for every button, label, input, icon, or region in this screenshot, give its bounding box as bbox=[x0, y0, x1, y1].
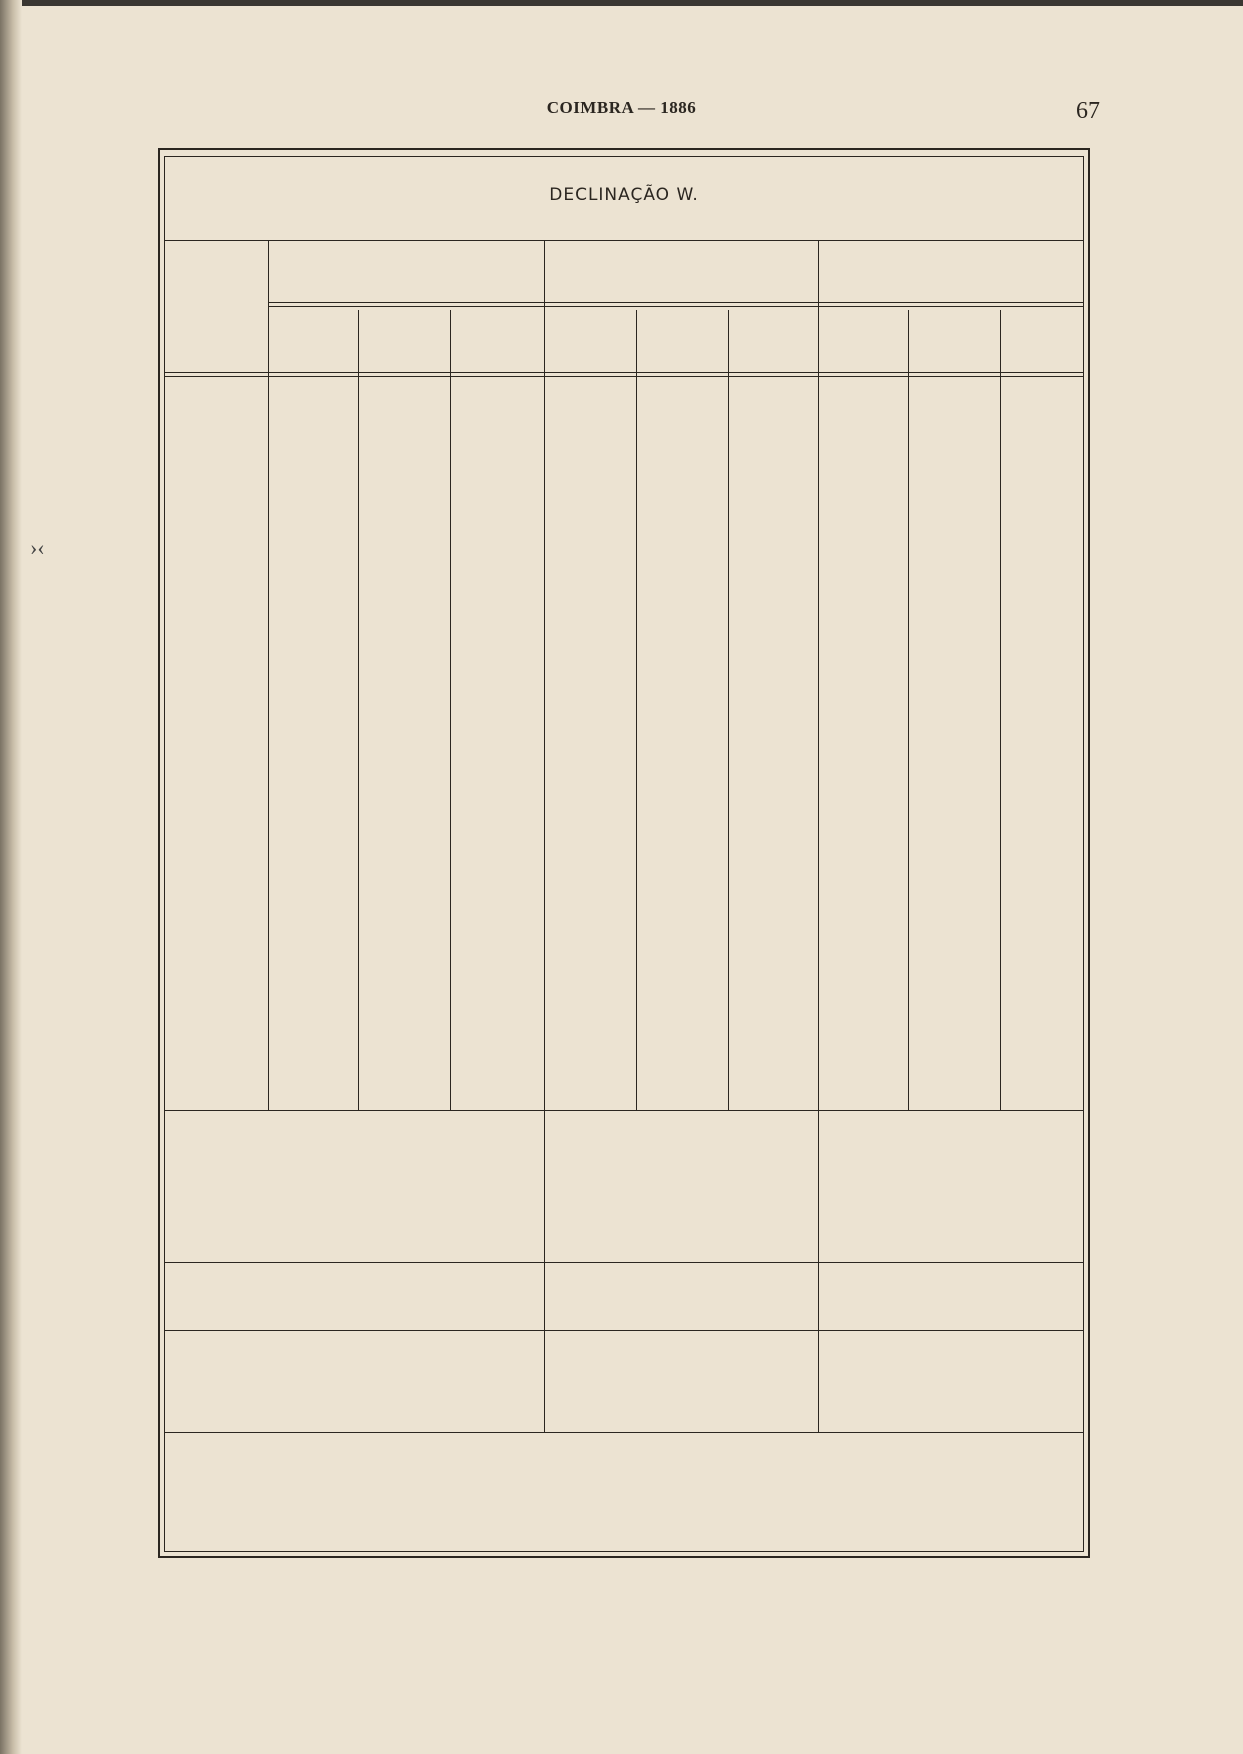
rule-month-sep-0 bbox=[544, 240, 545, 1432]
rule-above-extremes bbox=[164, 1330, 1084, 1331]
rule-sub-sep-2 bbox=[636, 310, 637, 1110]
rule-sub-sep-3 bbox=[728, 310, 729, 1110]
table-title: DECLINAÇÃO W. bbox=[549, 185, 699, 205]
rule-above-medias bbox=[164, 1110, 1084, 1111]
rule-under-months bbox=[268, 302, 1084, 307]
rule-month-sep-1 bbox=[818, 240, 819, 1432]
rule-under-title bbox=[164, 240, 1084, 241]
table-frame-inner bbox=[164, 156, 1084, 1552]
rule-above-footnote bbox=[164, 1432, 1084, 1433]
rule-sub-sep-4 bbox=[908, 310, 909, 1110]
rule-under-subheads bbox=[164, 372, 1084, 377]
rule-sub-sep-0 bbox=[358, 310, 359, 1110]
running-header: COIMBRA — 1886 bbox=[546, 98, 697, 117]
rule-sub-sep-1 bbox=[450, 310, 451, 1110]
rule-day-column bbox=[268, 240, 269, 1110]
rule-sub-sep-5 bbox=[1000, 310, 1001, 1110]
rule-above-media-mensal bbox=[164, 1262, 1084, 1263]
page-number: 67 bbox=[1076, 98, 1100, 124]
margin-mark: ›‹ bbox=[30, 535, 45, 560]
scan-top-edge bbox=[0, 0, 1243, 6]
scan-binding-edge bbox=[0, 0, 22, 1754]
